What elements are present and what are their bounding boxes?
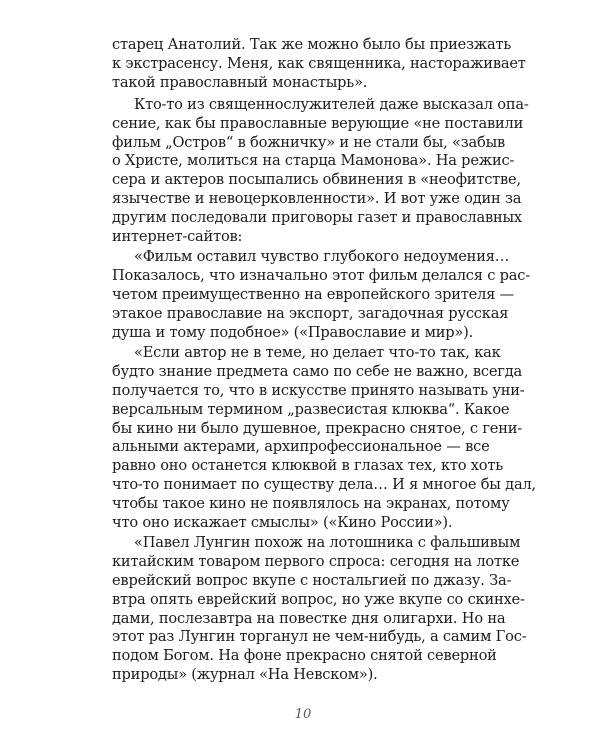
text-line: подом Богом. На фоне прекрасно снятой северной: [112, 647, 497, 665]
text-line: еврейский вопрос вкупе с ностальгией по джазу. За-: [112, 571, 512, 589]
text-line: китайским товаром первого спроса: сегодня на лотке: [112, 553, 520, 570]
text-line: бы кино ни было душевное, прекрасно снятое, с гени-: [112, 419, 523, 437]
page-number: 10: [294, 707, 312, 722]
text-line: равно оно останется клюквой в глазах тех, кто хоть: [112, 457, 504, 475]
text-line: альными актерами, архипрофессиональное — все: [112, 438, 490, 456]
text-line: чтобы такое кино не появлялось на экранах, потому: [112, 494, 510, 512]
text-line: старец Анатолий. Так же можно было бы приезжать: [112, 36, 512, 53]
text-line: «Фильм оставил чувство глубокого недоумения…: [134, 248, 510, 266]
text-line: что-то понимает по существу дела… И я многое бы дал,: [112, 476, 536, 493]
text-line: что оно искажает смыслы» («Кино России»).: [112, 513, 453, 531]
text-line: Кто-то из священнослужителей даже высказал опа-: [134, 95, 529, 113]
text-line: сера и актеров посыпались обвинения в «неофитстве,: [112, 171, 521, 189]
text-line: к экстрасенсу. Меня, как священника, настораживает: [112, 54, 526, 72]
text-line: этакое православие на экспорт, загадочная русская: [112, 304, 509, 322]
text-line: версальным термином „развесистая клюква“. Какое: [112, 400, 510, 418]
text-line: язычестве и невоцерковленности». И вот уже один за: [112, 190, 522, 208]
text-line: интернет-сайтов:: [112, 227, 243, 245]
text-line: этот раз Лунгин торганул не чем-нибудь, а самим Гос-: [112, 628, 527, 646]
text-line: четом преимущественно на европейского зрителя —: [112, 285, 515, 303]
text-line: Показалось, что изначально этот фильм делался с рас-: [112, 267, 530, 285]
text-line: дами, послезавтра на повестке дня олигархи. Но на: [112, 609, 506, 627]
text-line: о Христе, молиться на старца Мамонова». На режис-: [112, 152, 515, 170]
text-line: фильм „Остров“ в божничку» и не стали бы, «забыв: [112, 133, 506, 151]
text-line: другим последовали приговоры газет и православных: [112, 208, 522, 226]
text-line: такой православный монастырь».: [112, 73, 368, 91]
text-line: «Павел Лунгин похож на лотошника с фальшивым: [134, 534, 521, 552]
text-line: будто знание предмета само по себе не важно, всегда: [112, 363, 523, 380]
text-line: «Если автор не в теме, но делает что-то так, как: [134, 344, 501, 362]
text-line: сение, как бы православные верующие «не поставили: [112, 114, 524, 132]
text-line: душа и тому подобное» («Православие и мир»).: [112, 323, 474, 341]
text-line: втра опять еврейский вопрос, но уже вкупе со скинхе-: [112, 590, 525, 608]
text-line: природы» (журнал «На Невском»).: [112, 666, 378, 683]
text-line: получается то, что в искусстве принято называть уни-: [112, 381, 525, 399]
